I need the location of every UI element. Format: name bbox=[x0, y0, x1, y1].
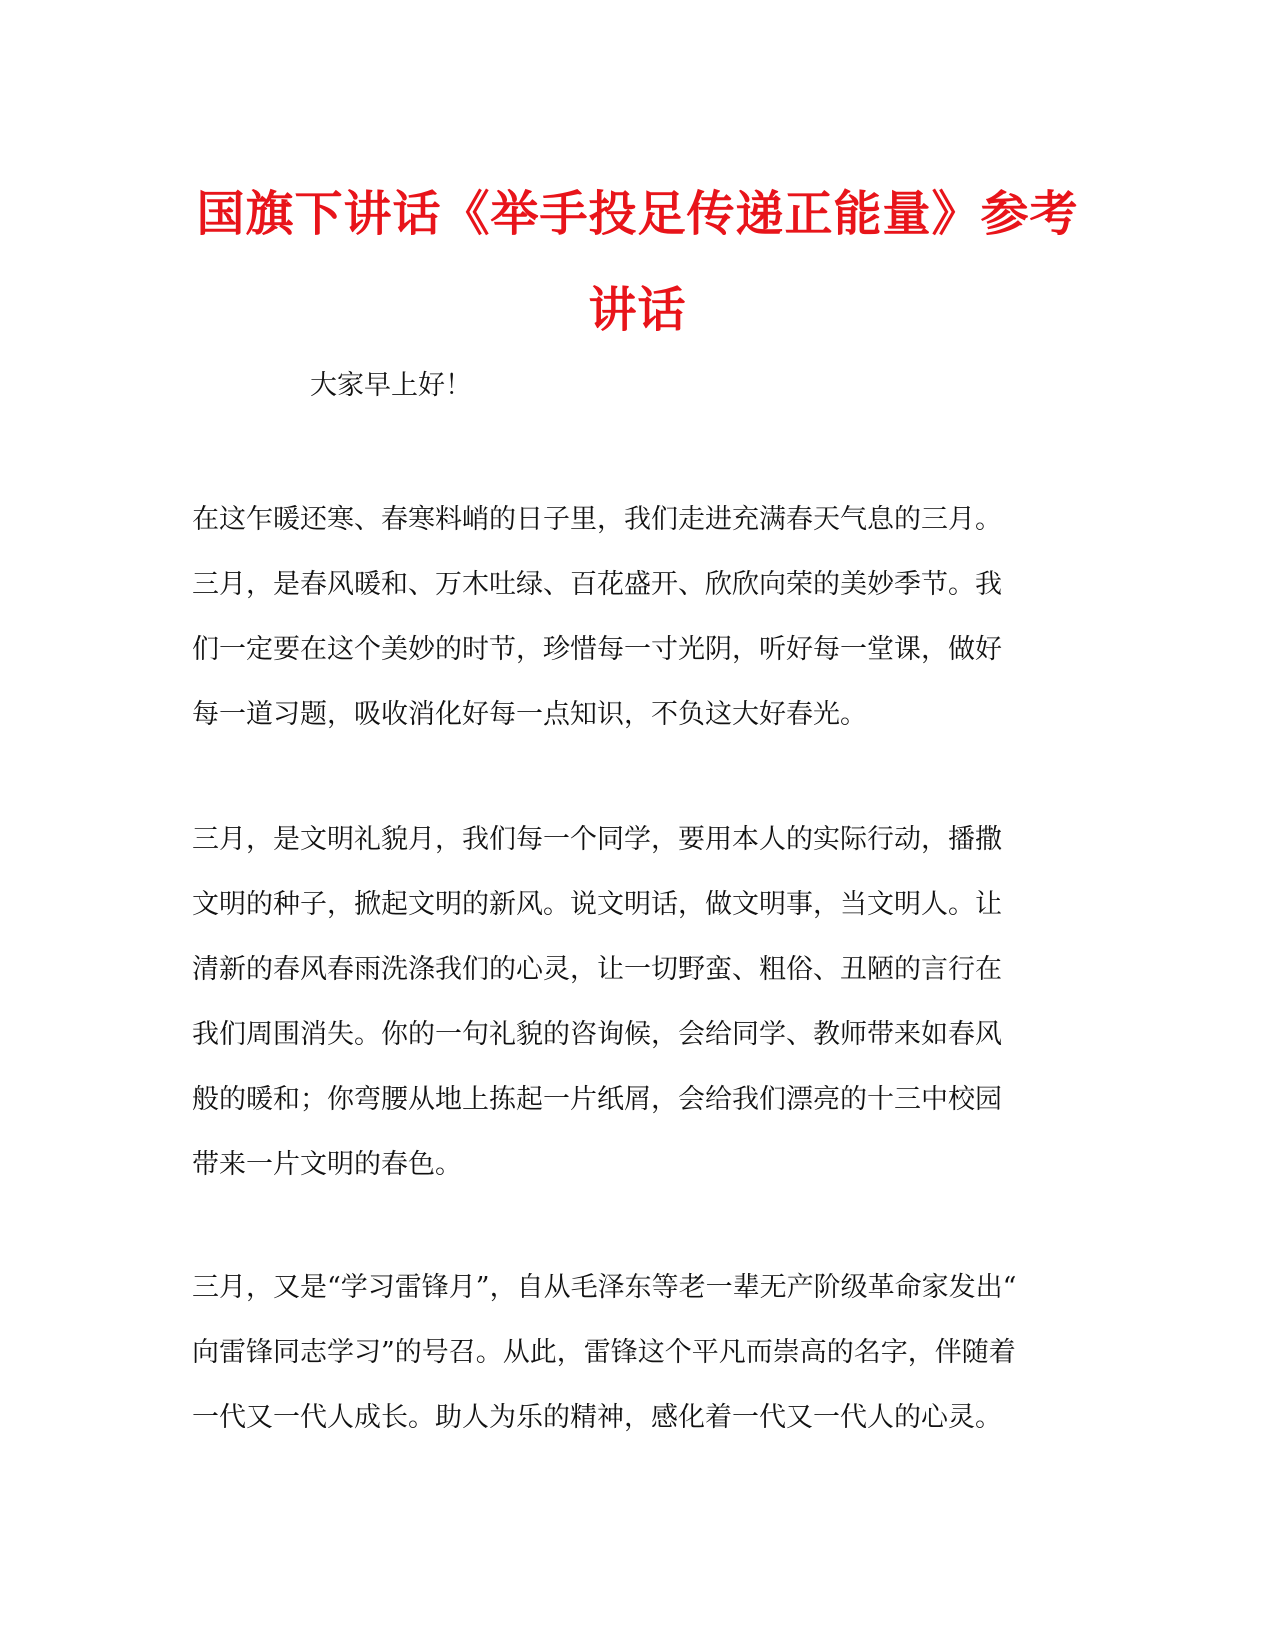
paragraph-1 bbox=[192, 500, 1092, 760]
document-title-line-2: 讲话 bbox=[588, 282, 687, 338]
paragraph-line: 三月，是文明礼貌月，我们每一个同学，要用本人的实际行动，播撒 bbox=[192, 824, 1002, 855]
paragraph-3 bbox=[192, 1268, 1092, 1463]
paragraph-line: 文明的种子，掀起文明的新风。说文明话，做文明事，当文明人。让 bbox=[192, 889, 1002, 920]
paragraph-line: 我们周围消失。你的一句礼貌的咨询候，会给同学、教师带来如春风 bbox=[192, 1019, 1002, 1050]
paragraph-line: 向雷锋同志学习”的号召。从此，雷锋这个平凡而崇高的名字，伴随着 bbox=[192, 1337, 1016, 1368]
paragraph-line: 三月，又是“学习雷锋月”，自从毛泽东等老一辈无产阶级革命家发出“ bbox=[192, 1272, 1017, 1303]
paragraph-2 bbox=[192, 820, 1092, 1210]
paragraph-line: 一代又一代人成长。助人为乐的精神，感化着一代又一代人的心灵。 bbox=[192, 1402, 1002, 1433]
paragraph-line: 清新的春风春雨洗涤我们的心灵，让一切野蛮、粗俗、丑陋的言行在 bbox=[192, 954, 1002, 985]
paragraph-line: 三月，是春风暖和、万木吐绿、百花盛开、欣欣向荣的美妙季节。我 bbox=[192, 569, 1002, 600]
paragraph-line: 般的暖和；你弯腰从地上拣起一片纸屑，会给我们漂亮的十三中校园 bbox=[192, 1084, 1002, 1115]
document-title-line-1: 国旗下讲话《举手投足传递正能量》参考 bbox=[196, 186, 1079, 242]
paragraph-line: 带来一片文明的春色。 bbox=[192, 1149, 462, 1180]
greeting: 大家早上好！ bbox=[310, 370, 472, 401]
paragraph-line: 在这乍暖还寒、春寒料峭的日子里，我们走进充满春天气息的三月。 bbox=[192, 504, 1002, 535]
paragraph-line: 们一定要在这个美妙的时节，珍惜每一寸光阴，听好每一堂课，做好 bbox=[192, 634, 1002, 665]
paragraph-line: 每一道习题，吸收消化好每一点知识，不负这大好春光。 bbox=[192, 699, 867, 730]
